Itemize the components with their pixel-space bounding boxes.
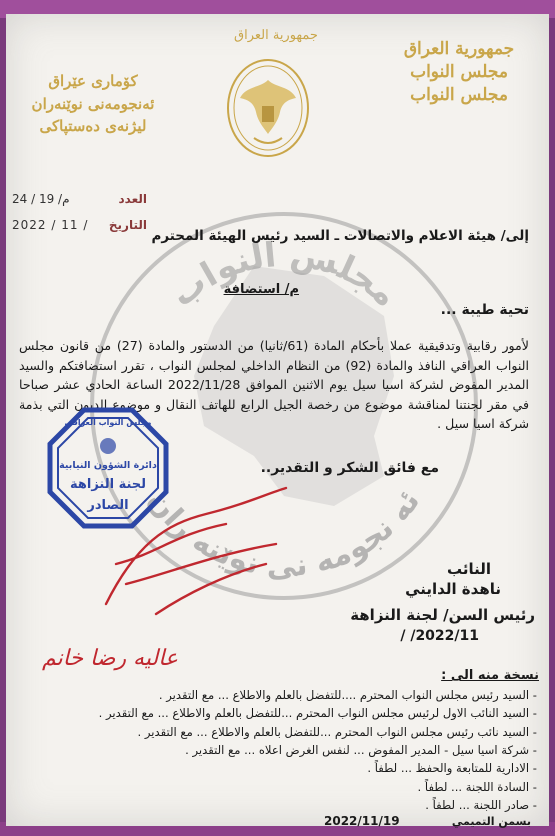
watermark-bottom-text: ئه نجومه نی نوێنه ران <box>140 484 428 585</box>
footer-date: 2022/11/19 <box>324 814 400 828</box>
stamp-line-1: مجلس النواب العراقي <box>64 418 152 427</box>
date-label: التاريخ <box>108 218 147 232</box>
header-center-text: جمهورية العراق <box>234 28 318 43</box>
stamp-line-4: الصادر <box>87 498 129 513</box>
recipient-line: إلى/ هيئة الاعلام والاتصالات ـ السيد رئيس الهيئة المحترم <box>151 228 529 244</box>
header-kurdish <box>18 70 168 138</box>
signature-date: 2022/11/ / <box>400 628 479 644</box>
handwritten-signature <box>96 484 296 624</box>
list-item: - صادر اللجنة ... لطفاً . <box>425 797 537 812</box>
signatory-name: ناهدة الدايني <box>405 580 501 598</box>
signatory-role: رئيس السن/ لجنة النزاهة <box>350 606 535 624</box>
header-right-line-3: مجلس النواب <box>410 84 508 105</box>
header-left-line-2: ئەنجومەنی نوێنەران <box>31 94 155 113</box>
greeting: تحية طيبة ... <box>440 302 529 318</box>
footer-name: بسمن التميمي <box>451 815 531 828</box>
date-value: / 11 / 2022 <box>12 218 89 232</box>
number-label: العدد <box>118 192 147 206</box>
list-item: - السيد نائب رئيس مجلس النواب المحترم ...للتفضل بالعلم والاطلاع ... مع التقدير . <box>137 724 537 739</box>
number-value: م/ 19 / 24 <box>12 192 70 206</box>
letter-body: لأمور رقابية وتدقيقية عملا بأحكام المادة (61/ثانيا) من الدستور والمادة (27) من قانون مجلس النواب العراقي النافذ والمادة (92) من النظام الداخلي لمجلس النواب ، تقرر استضافتكم والسيد المدير المفوض لشركة اسيا سيل يوم الاثنين الموافق 2022/11/28 الساعة الحادي عشر صباحا في مقر لجنتنا لمناقشة موضوع من رخصة الجيل الرابع للهاتف النقال و موضوع الديون التي بذمة شركة اسيا سيل . <box>19 338 529 432</box>
header-left-line-3: لیژنەی دەستپاکی <box>39 117 147 135</box>
list-item: - الادارية للمتابعة والحفظ ... لطفاً . <box>367 761 537 776</box>
watermark-top-text: مجلس النواب <box>163 233 406 316</box>
document-page <box>6 14 549 826</box>
list-item: - شركة اسيا سيل - المدير المفوض ... لنفس الغرض اعلاه ... مع التقدير . <box>185 742 537 757</box>
copies-list <box>17 686 537 814</box>
header-right-line-1: جمهورية العراق <box>403 39 515 59</box>
stamp-line-3: لجنة النزاهة <box>69 477 147 492</box>
header-arabic <box>389 38 529 107</box>
closing-line: مع فائق الشكر و التقدير.. <box>260 460 439 476</box>
copies-heading: نسخة منه الى : <box>441 668 539 683</box>
reference-number-row <box>12 192 147 206</box>
handwritten-note: عاليه رضا خانم <box>42 646 179 671</box>
list-item: - السادة اللجنة ... لطفاً . <box>417 779 537 794</box>
header-right-line-2: مجلس النواب <box>410 61 508 82</box>
stamp-line-2: دائرة الشؤون النيابية <box>59 460 157 471</box>
list-item: - السيد النائب الاول لرئيس مجلس النواب المحترم ...للتفضل بالعلم والاطلاع ... مع التقدير . <box>98 706 537 721</box>
eagle-emblem-icon <box>224 58 312 162</box>
signatory-title: النائب <box>446 560 491 578</box>
list-item: - السيد رئيس مجلس النواب المحترم ....للتفضل بالعلم والاطلاع ... مع التقدير . <box>158 688 537 702</box>
header-left-line-1: كۆماری عێراق <box>48 72 138 90</box>
subject-line: م/ استضافة <box>223 282 299 297</box>
